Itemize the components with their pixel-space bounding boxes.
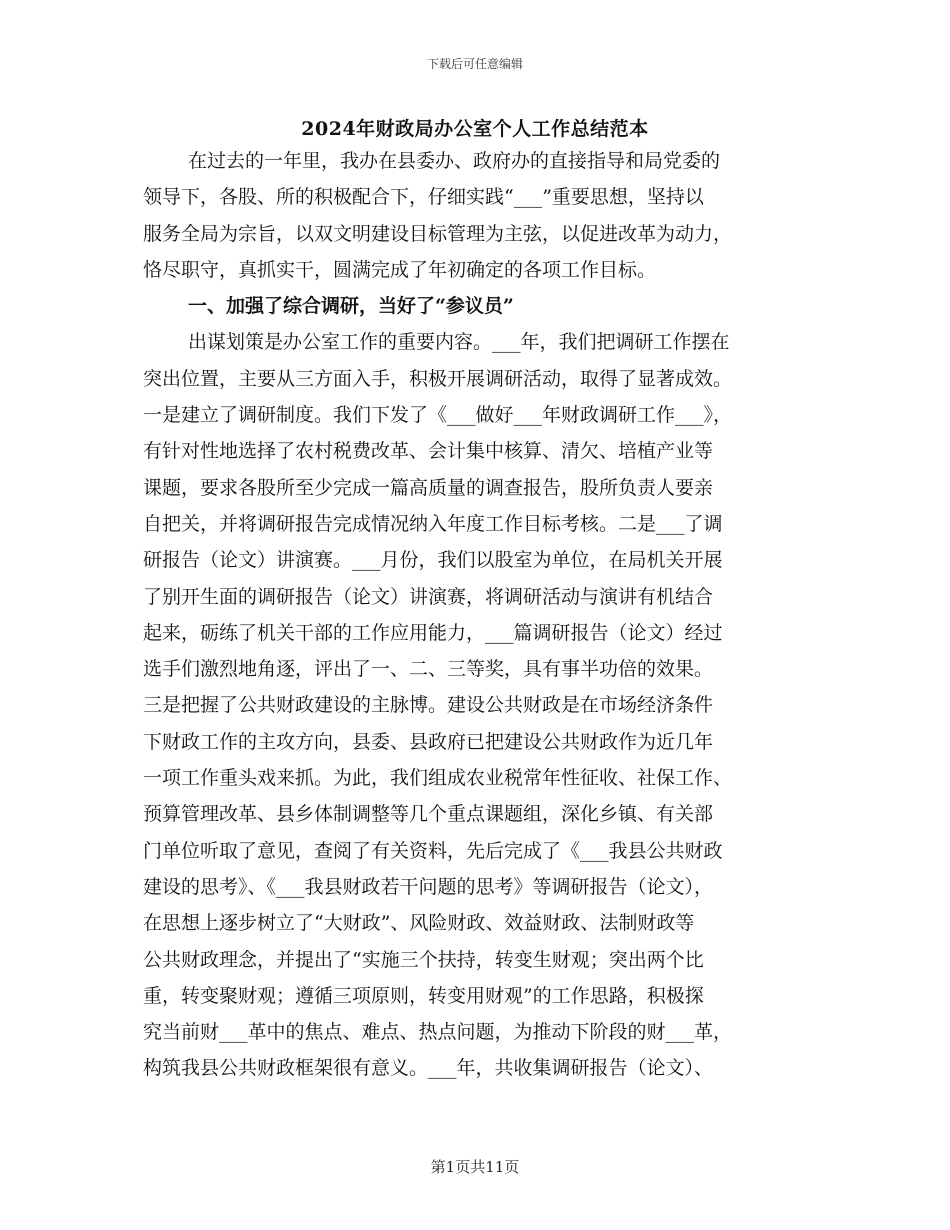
paragraph-line: 三是把握了公共财政建设的主脉博。建设公共财政是在市场经济条件 — [143, 694, 714, 717]
paragraph-line: 领导下，各股、所的积极配合下，仔细实践“___”重要思想，坚持以 — [143, 186, 704, 209]
document-title: 2024年财政局办公室个人工作总结范本 — [301, 118, 649, 140]
paragraph-line: 有针对性地选择了农村税费改革、会计集中核算、清欠、培植产业等 — [143, 440, 714, 463]
paragraph-line: 自把关，并将调研报告完成情况纳入年度工作目标考核。二是___了调 — [143, 512, 723, 535]
paragraph-line: 出谋划策是办公室工作的重要内容。___年，我们把调研工作摆在 — [188, 331, 730, 354]
paragraph-line: 究当前财___革中的焦点、难点、热点问题，为推动下阶段的财___革， — [143, 1021, 733, 1044]
paragraph-line: 恪尽职守，真抓实干，圆满完成了年初确定的各项工作目标。 — [143, 258, 657, 281]
paragraph-line: 了别开生面的调研报告（论文）讲演赛，将调研活动与演讲有机结合 — [143, 585, 714, 608]
header-note: 下载后可任意编辑 — [426, 57, 523, 71]
paragraph-line: 在思想上逐步树立了“大财政”、风险财政、效益财政、法制财政等 — [143, 912, 695, 935]
paragraph-line: 选手们激烈地角逐，评出了一、二、三等奖，具有事半功倍的效果。 — [143, 658, 714, 681]
paragraph-line: 建设的思考》、《___我县财政若干问题的思考》等调研报告（论文）， — [143, 875, 714, 898]
paragraph-line: 研报告（论文）讲演赛。___月份，我们以股室为单位，在局机关开展 — [143, 549, 723, 572]
paragraph-line: 一是建立了调研制度。我们下发了《___做好___年财政调研工作___》， — [143, 404, 733, 427]
paragraph-line: 在过去的一年里，我办在县委办、政府办的直接指导和局党委的 — [188, 150, 721, 172]
paragraph-line: 起来，砺练了机关干部的工作应用能力，___篇调研报告（论文）经过 — [143, 621, 723, 644]
paragraph-line: 门单位听取了意见，查阅了有关资料，先后完成了《___我县公共财政 — [143, 839, 723, 862]
paragraph-line: 重，转变聚财观；遵循三项原则，转变用财观”的工作思路，积极探 — [143, 984, 704, 1007]
paragraph-line: 预算管理改革、县乡体制调整等几个重点课题组，深化乡镇、有关部 — [143, 803, 714, 826]
paragraph-line: 公共财政理念，并提出了“实施三个扶持，转变生财观；突出两个比 — [143, 948, 704, 971]
page-footer: 第1页共11页 — [430, 1158, 520, 1176]
paragraph-line: 服务全局为宗旨，以双文明建设目标管理为主弦，以促进改革为动力， — [143, 222, 733, 245]
paragraph-line: 突出位置，主要从三方面入手，积极开展调研活动，取得了显著成效。 — [143, 367, 733, 390]
section-heading: 一、加强了综合调研，当好了“参议员” — [188, 295, 514, 318]
document-body — [143, 143, 823, 1087]
paragraph-line: 下财政工作的主攻方向，县委、县政府已把建设公共财政作为近几年 — [143, 730, 714, 753]
paragraph-line: 课题，要求各股所至少完成一篇高质量的调查报告，股所负责人要亲 — [143, 476, 714, 499]
paragraph-line: 构筑我县公共财政框架很有意义。___年，共收集调研报告（论文）、 — [143, 1057, 714, 1080]
paragraph-line: 一项工作重头戏来抓。为此，我们组成农业税常年性征收、社保工作、 — [143, 767, 733, 790]
